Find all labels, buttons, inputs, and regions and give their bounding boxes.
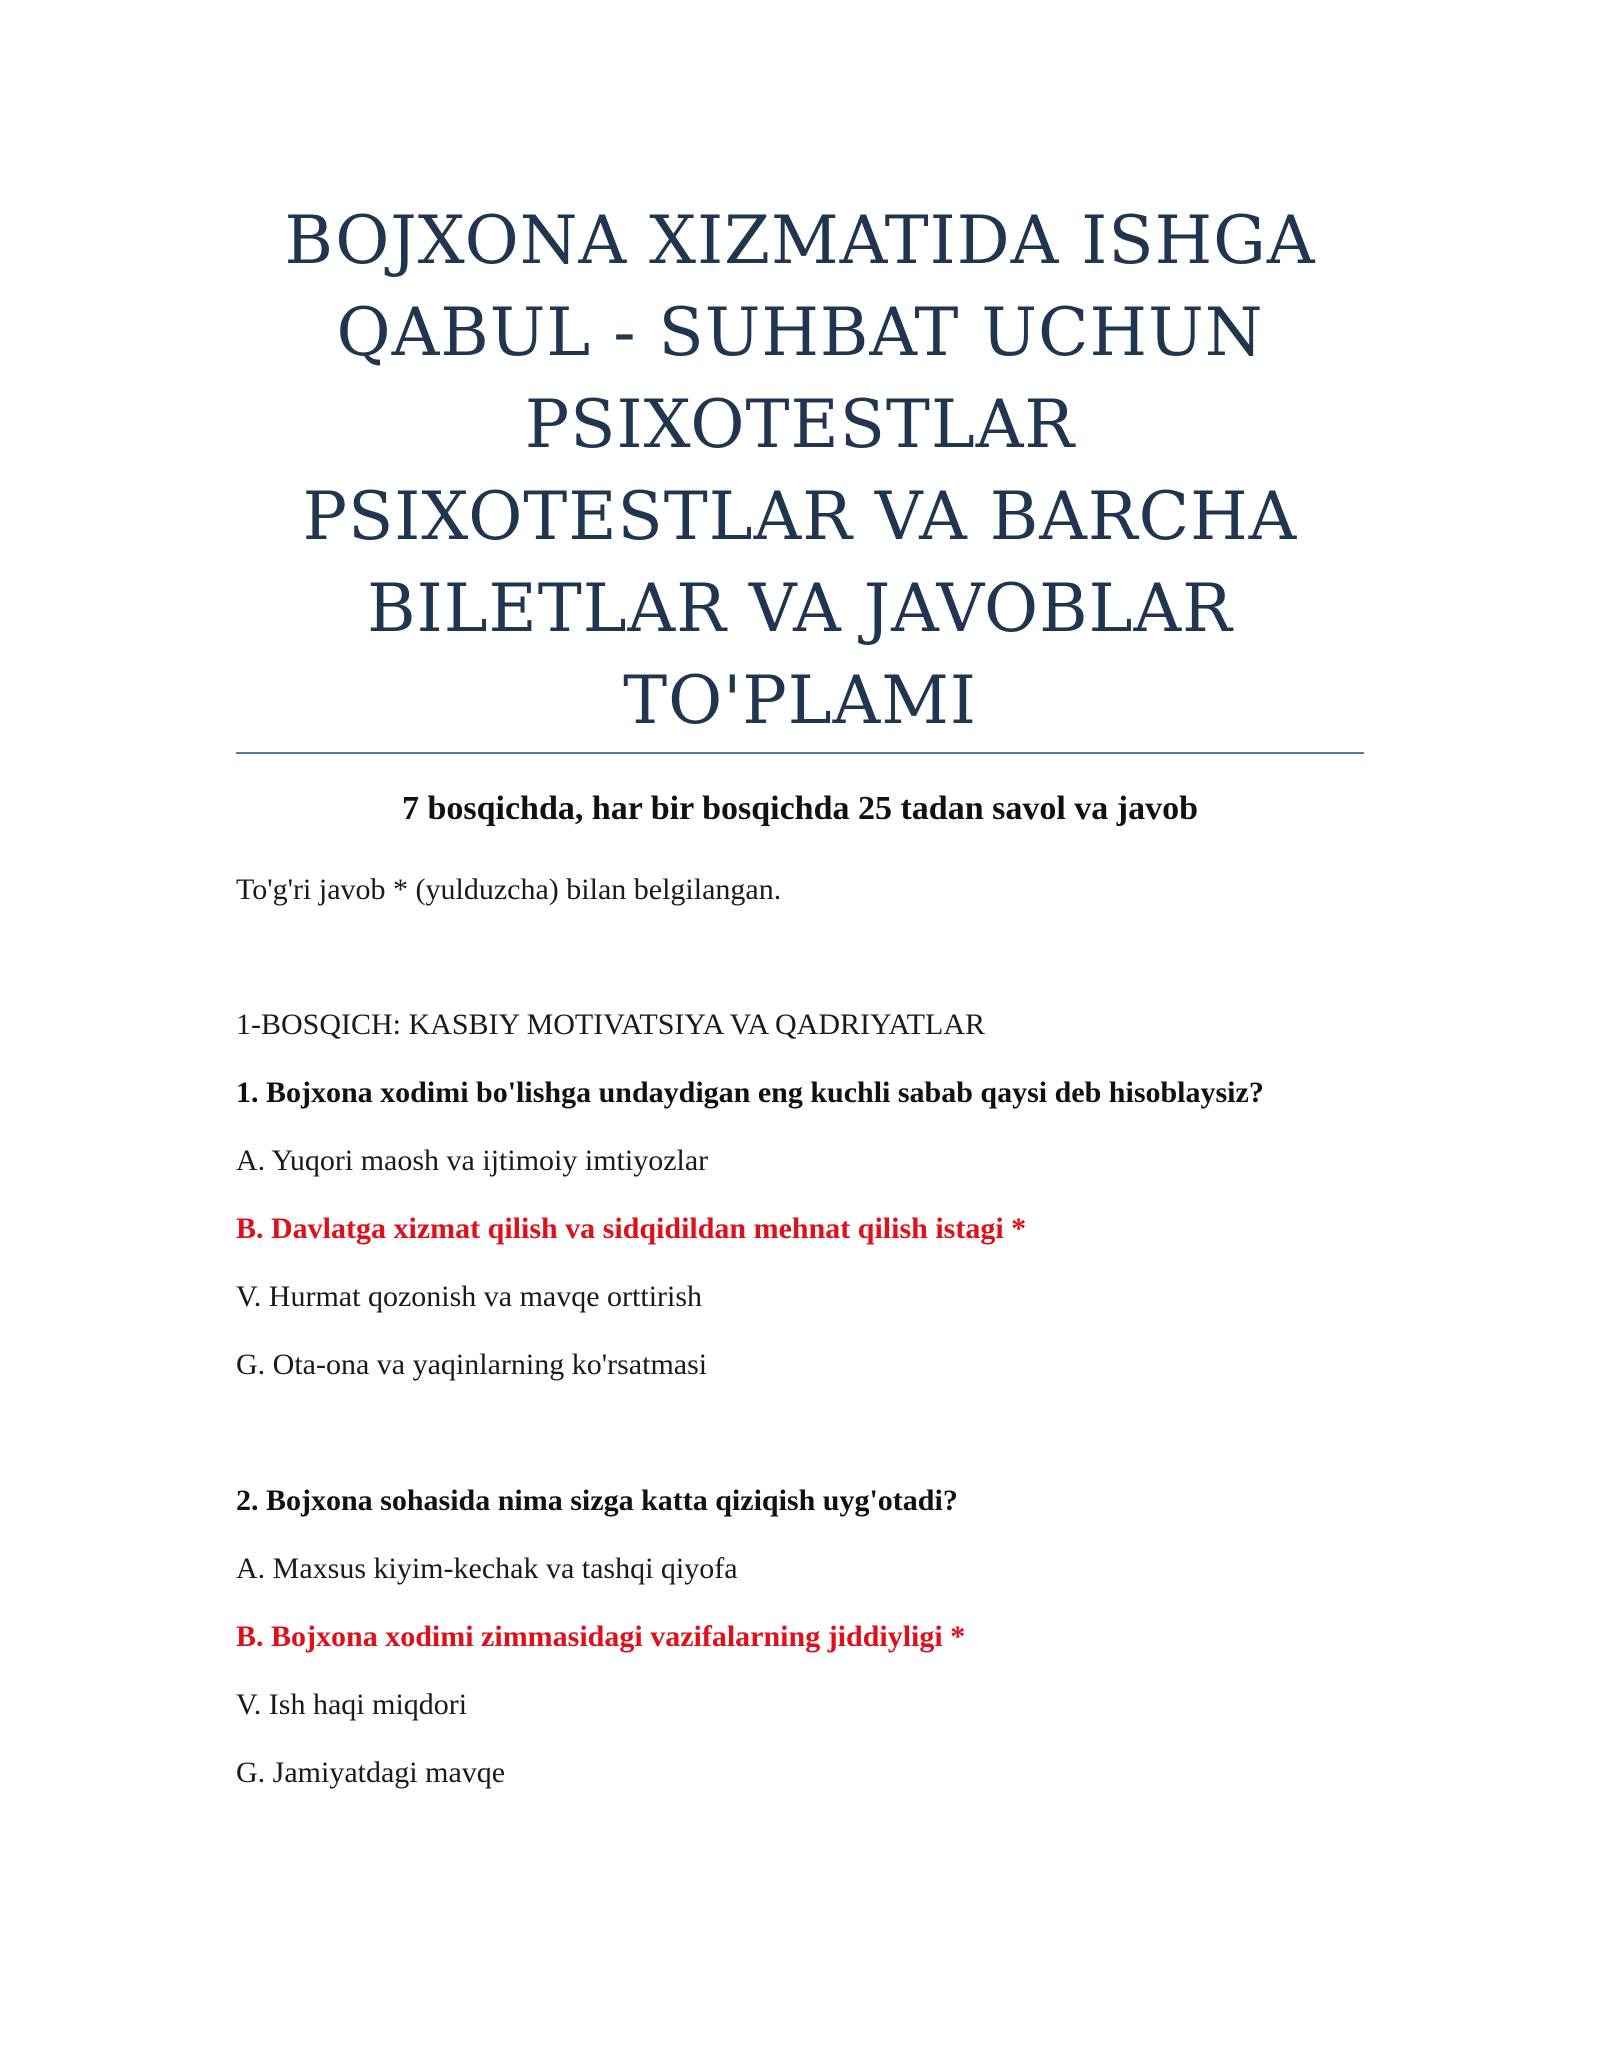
title-line: BOJXONA XIZMATIDA ISHGA — [284, 202, 1316, 279]
question-2-option-b-correct: B. Bojxona xodimi zimmasidagi vazifalarning jiddiyligi * — [236, 1620, 966, 1653]
question-1-option-b-correct: B. Davlatga xizmat qilish va sidqidildan mehnat qilish istagi * — [236, 1212, 1027, 1245]
title-line: BILETLAR VA JAVOBLAR — [367, 570, 1233, 647]
title-line: PSIXOTESTLAR VA BARCHA — [302, 478, 1298, 555]
title-line: QABUL - SUHBAT UCHUN — [336, 294, 1264, 371]
title-line: PSIXOTESTLAR — [524, 386, 1076, 463]
question-2-option-a: A. Maxsus kiyim-kechak va tashqi qiyofa — [236, 1552, 738, 1585]
question-2-text: 2. Bojxona sohasida nima sizga katta qiziqish uyg'otadi? — [236, 1484, 958, 1517]
question-1-text: 1. Bojxona xodimi bo'lishga undaydigan eng kuchli sabab qaysi deb hisoblaysiz? — [236, 1076, 1264, 1109]
question-1-option-v: V. Hurmat qozonish va mavqe orttirish — [236, 1280, 703, 1313]
section-heading: 1-BOSQICH: KASBIY MOTIVATSIYA VA QADRIYATLAR — [236, 1008, 985, 1041]
answer-key-note: To'g'ri javob * (yulduzcha) bilan belgilangan. — [236, 873, 782, 906]
question-1-option-a: A. Yuqori maosh va ijtimoiy imtiyozlar — [236, 1144, 709, 1177]
question-1-option-g: G. Ota-ona va yaqinlarning ko'rsatmasi — [236, 1348, 708, 1381]
title-line: TO'PLAMI — [623, 662, 977, 739]
title-divider — [236, 752, 1364, 754]
document-title — [236, 195, 1364, 747]
document-subtitle: 7 bosqichda, har bir bosqichda 25 tadan savol va javob — [401, 790, 1199, 827]
question-2-option-g: G. Jamiyatdagi mavqe — [236, 1756, 506, 1789]
question-2-option-v: V. Ish haqi miqdori — [236, 1688, 468, 1721]
